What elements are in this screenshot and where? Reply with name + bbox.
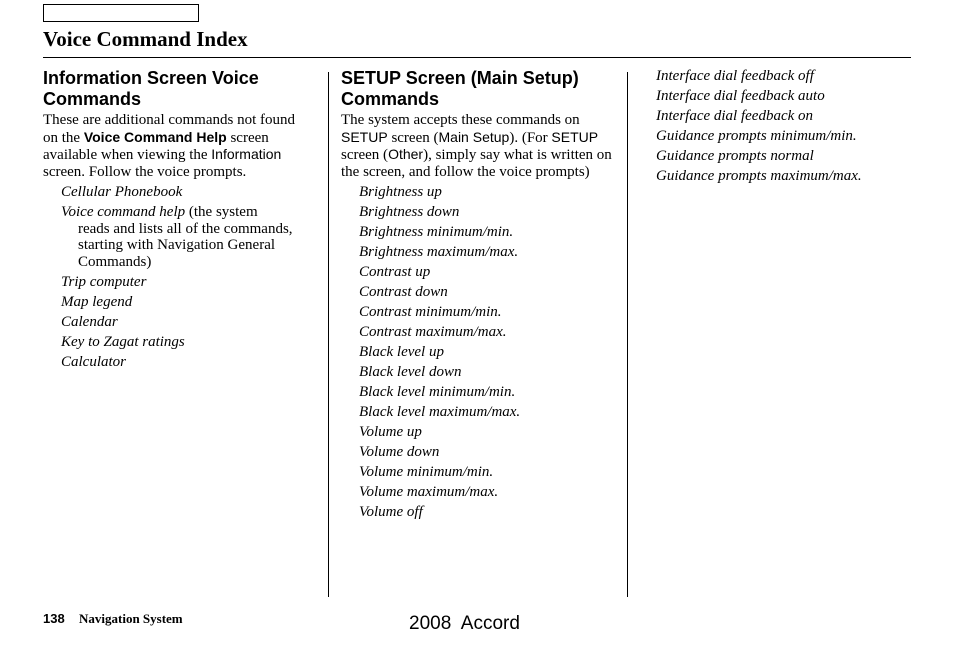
list-item xyxy=(341,344,613,361)
page-title: Voice Command Index xyxy=(43,27,248,51)
list-item xyxy=(656,68,911,85)
command-text: Volume off xyxy=(359,503,423,520)
intro-text: The system accepts these commands on xyxy=(341,112,580,128)
list-item xyxy=(341,464,613,481)
command-text: Calculator xyxy=(61,353,127,370)
setup-screen-label: SETUP xyxy=(551,128,599,145)
command-text: Interface dial feedback auto xyxy=(656,88,825,104)
command-text: Black level minimum/min. xyxy=(359,383,516,400)
command-note-lead: (the system xyxy=(185,203,258,220)
command-text: Contrast up xyxy=(359,263,431,280)
list-item xyxy=(341,404,613,421)
command-text: Brightness minimum/min. xyxy=(359,223,514,240)
section-heading-setup: SETUP Screen (Main Setup) Commands xyxy=(341,68,579,109)
command-text: Map legend xyxy=(61,293,133,310)
column-setup-commands xyxy=(341,68,613,524)
page-number: 138 xyxy=(43,611,65,626)
list-item xyxy=(341,384,613,401)
command-text: Black level maximum/max. xyxy=(359,403,521,420)
list-item xyxy=(43,354,311,371)
list-item xyxy=(341,224,613,241)
command-text: Contrast maximum/max. xyxy=(359,323,507,340)
list-item xyxy=(341,284,613,301)
command-text: Volume minimum/min. xyxy=(359,463,494,480)
column-information-commands xyxy=(43,68,311,374)
setup-command-list-continued xyxy=(656,68,911,185)
list-item xyxy=(341,204,613,221)
section-intro-information xyxy=(43,112,311,181)
command-text: Volume up xyxy=(359,423,422,440)
list-item xyxy=(341,264,613,281)
command-text: Interface dial feedback off xyxy=(656,68,814,84)
other-label: Other xyxy=(388,146,424,163)
command-text: Black level down xyxy=(359,363,462,380)
main-setup-label: Main Setup xyxy=(438,128,510,145)
information-screen-label: Information xyxy=(211,146,282,163)
list-item xyxy=(341,304,613,321)
column-divider-1 xyxy=(328,72,329,597)
list-item xyxy=(43,294,311,311)
intro-text: ), simply say what is written on the screen, and follow the voice prompts) xyxy=(341,147,612,181)
section-heading-information: Information Screen Voice Commands xyxy=(43,68,259,109)
list-item xyxy=(43,204,311,271)
list-item xyxy=(341,364,613,381)
intro-text: ). (For xyxy=(509,129,552,146)
command-text: Brightness down xyxy=(359,203,460,220)
list-item xyxy=(43,274,311,291)
footer-section-title: Navigation System xyxy=(79,611,183,626)
intro-text: screen ( xyxy=(387,129,439,146)
command-text: Guidance prompts minimum/min. xyxy=(656,128,857,144)
section-intro-setup xyxy=(341,112,613,181)
command-text: Key to Zagat ratings xyxy=(61,333,185,350)
list-item xyxy=(656,88,911,105)
list-item xyxy=(43,184,311,201)
command-text: Volume maximum/max. xyxy=(359,483,499,500)
command-text: Guidance prompts normal xyxy=(656,148,814,164)
footer-model-name: 2008 Accord xyxy=(409,613,520,634)
command-text: Cellular Phonebook xyxy=(61,183,183,200)
command-text: Black level up xyxy=(359,343,444,360)
command-note: reads and lists all of the commands, starting with Navigation General Commands) xyxy=(78,220,293,270)
command-text: Trip computer xyxy=(61,273,147,290)
command-text: Interface dial feedback on xyxy=(656,108,814,124)
list-item xyxy=(341,184,613,201)
list-item xyxy=(341,444,613,461)
list-item xyxy=(656,168,911,185)
list-item xyxy=(341,424,613,441)
intro-text: These are additional commands not found on the xyxy=(43,112,296,146)
list-item xyxy=(341,324,613,341)
command-text: Calendar xyxy=(61,313,118,330)
list-item xyxy=(43,334,311,351)
command-text: Contrast minimum/min. xyxy=(359,303,502,320)
column-divider-2 xyxy=(627,72,628,597)
command-text: Volume down xyxy=(359,443,440,460)
list-item xyxy=(656,128,911,145)
header-tab-box xyxy=(43,4,199,22)
setup-command-list xyxy=(341,184,613,521)
list-item xyxy=(341,244,613,261)
title-rule xyxy=(43,57,911,58)
list-item xyxy=(656,148,911,165)
intro-text: screen. Follow the voice prompts. xyxy=(43,164,247,181)
voice-command-help-label: Voice Command Help xyxy=(83,128,227,145)
column-setup-commands-continued xyxy=(656,68,911,188)
setup-screen-label: SETUP xyxy=(341,128,388,145)
command-text: Voice command help xyxy=(61,203,186,220)
intro-text: screen ( xyxy=(341,147,389,164)
intro-text: screen available when viewing the xyxy=(43,129,269,164)
command-text: Contrast down xyxy=(359,283,448,300)
information-command-list xyxy=(43,184,311,371)
list-item xyxy=(43,314,311,331)
list-item xyxy=(341,484,613,501)
list-item xyxy=(656,108,911,125)
command-text: Guidance prompts maximum/max. xyxy=(656,168,862,184)
command-text: Brightness up xyxy=(359,183,442,200)
command-text: Brightness maximum/max. xyxy=(359,243,519,260)
list-item xyxy=(341,504,613,521)
